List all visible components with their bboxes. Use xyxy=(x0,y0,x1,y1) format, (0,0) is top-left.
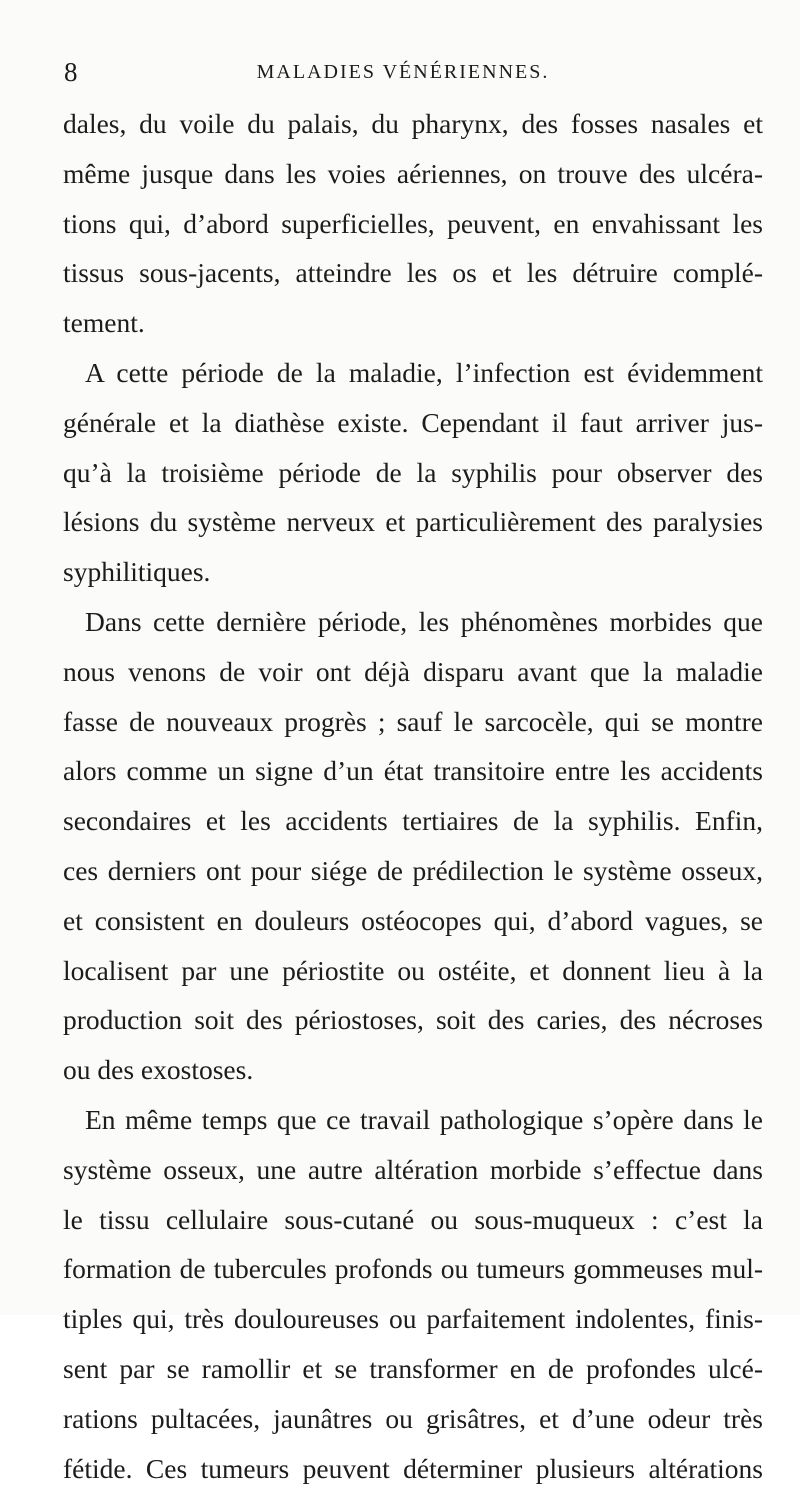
text-line: alors comme un signe d’un état transitoire entre les accidents xyxy=(63,755,763,787)
text-line: générale et la diathèse existe. Cependant il faut arriver jus- xyxy=(63,406,763,438)
text-line: tissus sous-jacents, atteindre les os et les détruire complé- xyxy=(63,257,763,289)
text-line: nous venons de voir ont déjà disparu avant que la maladie xyxy=(63,655,763,687)
text-line: tions qui, d’abord superficielles, peuvent, en envahissant les xyxy=(63,207,763,239)
page-number: 8 xyxy=(64,57,78,87)
paragraph-start-line: A cette période de la maladie, l’infection est évidemment xyxy=(85,356,763,388)
text-line: lésions du système nerveux et particulièrement des paralysies xyxy=(63,506,763,538)
text-line: tement. xyxy=(63,307,145,339)
text-line: même jusque dans les voies aériennes, on trouve des ulcéra- xyxy=(63,157,763,189)
text-line: sent par se ramollir et se transformer en de profondes ulcé- xyxy=(63,1352,763,1384)
text-line: ces derniers ont pour siége de prédilection le système osseux, xyxy=(63,854,763,886)
running-title: MALADIES VÉNÉRIENNES. xyxy=(256,61,550,83)
paragraph-start-line: En même temps que ce travail pathologique s’opère dans le xyxy=(85,1103,763,1135)
text-line: fasse de nouveaux progrès ; sauf le sarcocèle, qui se montre xyxy=(63,705,763,737)
text-line: système osseux, une autre altération morbide s’effectue dans xyxy=(63,1153,763,1185)
text-line: localisent par une périostite ou ostéite, et donnent lieu à la xyxy=(63,954,763,986)
text-line: ou des exostoses. xyxy=(63,1054,254,1086)
text-line: qu’à la troisième période de la syphilis pour observer des xyxy=(63,456,763,488)
text-line: tiples qui, très douloureuses ou parfaitement indolentes, finis- xyxy=(63,1303,763,1335)
text-line: syphilitiques. xyxy=(63,556,211,588)
paragraph-start-line: Dans cette dernière période, les phénomènes morbides que xyxy=(85,605,763,637)
text-line: fétide. Ces tumeurs peuvent déterminer plusieurs altérations xyxy=(63,1452,763,1484)
text-line: rations pultacées, jaunâtres ou grisâtres, et d’une odeur très xyxy=(63,1402,763,1434)
text-line: production soit des périostoses, soit des caries, des nécroses xyxy=(63,1004,763,1036)
text-line: et consistent en douleurs ostéocopes qui, d’abord vagues, se xyxy=(63,904,763,936)
text-line: le tissu cellulaire sous-cutané ou sous-muqueux : c’est la xyxy=(63,1203,763,1235)
text-line: secondaires et les accidents tertiaires de la syphilis. Enfin, xyxy=(63,805,763,837)
text-line: formation de tubercules profonds ou tumeurs gommeuses mul- xyxy=(63,1253,763,1285)
running-head xyxy=(50,52,756,92)
text-line: dales, du voile du palais, du pharynx, des fosses nasales et xyxy=(63,108,763,139)
body-text xyxy=(63,99,763,1493)
